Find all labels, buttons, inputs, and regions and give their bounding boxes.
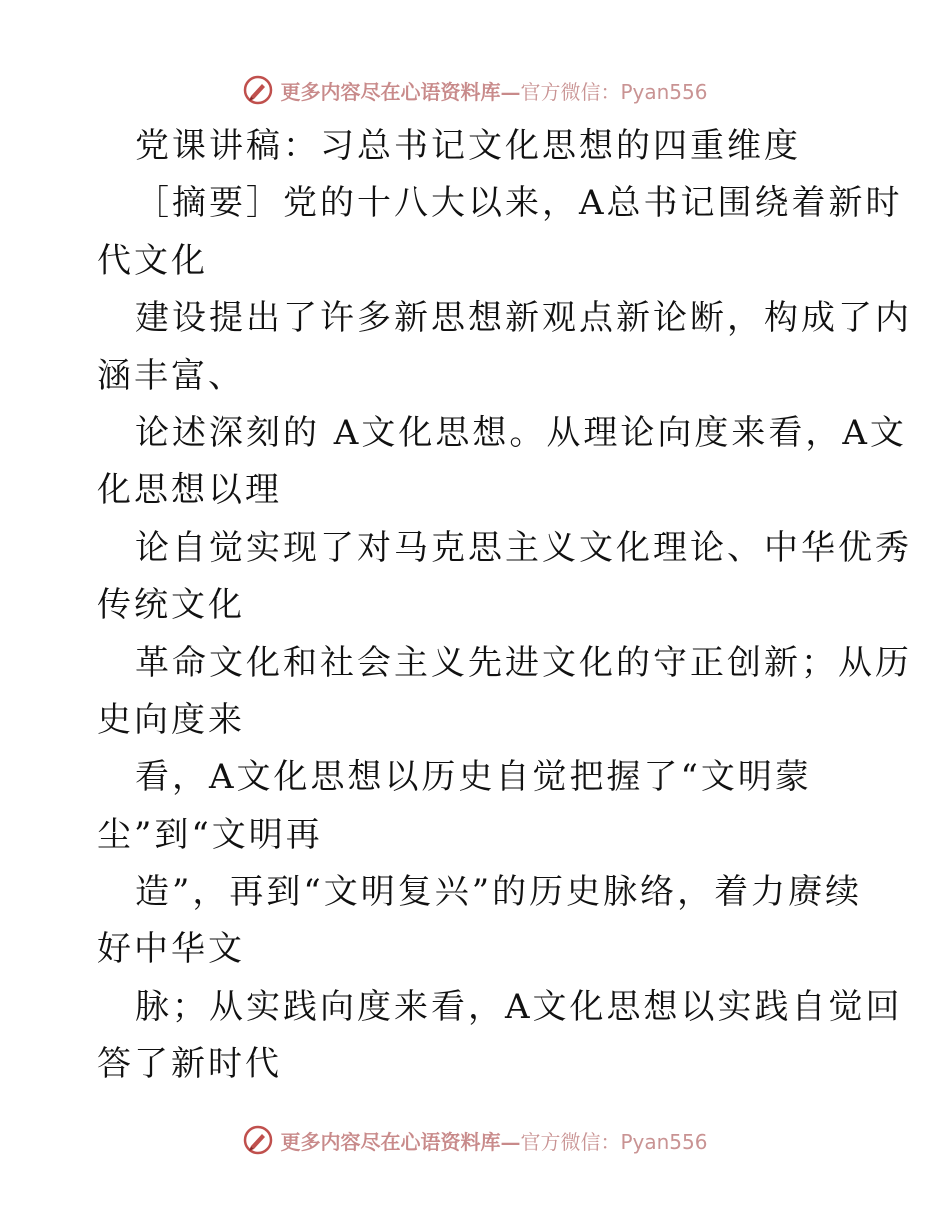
document-title: 党课讲稿：习总书记文化思想的四重维度 bbox=[135, 126, 801, 166]
text-line: 脉；从实践向度来看，A文化思想以实践自觉回 bbox=[135, 986, 903, 1027]
text-line: 看，A文化思想以历史自觉把握了“文明蒙 bbox=[135, 757, 812, 798]
text-line: 造”，再到“文明复兴”的历史脉络，着力赓续 bbox=[135, 872, 863, 913]
banner-wechat-text: 官方微信：Pyan556 bbox=[520, 1129, 708, 1154]
banner-text bbox=[280, 1126, 707, 1155]
text-line: 好中华文 bbox=[97, 929, 245, 970]
text-line: 涵丰富、 bbox=[97, 355, 245, 396]
text-line: 论述深刻的 A文化思想。从理论向度来看，A文 bbox=[135, 412, 907, 453]
banner-main-text: 更多内容尽在心语资料库— bbox=[280, 79, 521, 104]
text-line: 史向度来 bbox=[97, 699, 245, 740]
text-line: 革命文化和社会主义先进文化的守正创新；从历 bbox=[135, 642, 912, 683]
banner-wechat-text: 官方微信：Pyan556 bbox=[520, 79, 708, 104]
header-banner bbox=[0, 70, 950, 110]
footer-banner bbox=[0, 1120, 950, 1160]
pen-circle-logo-icon bbox=[242, 74, 274, 106]
banner-text bbox=[280, 76, 707, 105]
text-line: 建设提出了许多新思想新观点新论断，构成了内 bbox=[135, 298, 912, 339]
text-line: 化思想以理 bbox=[97, 470, 282, 511]
document-body bbox=[97, 118, 912, 1094]
text-line: 传统文化 bbox=[97, 585, 245, 626]
pen-circle-logo-icon bbox=[242, 1124, 274, 1156]
text-line: ［摘要］党的十八大以来，A总书记围绕着新时 bbox=[135, 183, 903, 224]
text-line: 论自觉实现了对马克思主义文化理论、中华优秀 bbox=[135, 527, 912, 568]
text-line: 代文化 bbox=[97, 240, 208, 281]
banner-main-text: 更多内容尽在心语资料库— bbox=[280, 1129, 521, 1154]
text-line: 答了新时代 bbox=[97, 1044, 282, 1085]
text-line: 尘”到“文明再 bbox=[97, 814, 323, 855]
